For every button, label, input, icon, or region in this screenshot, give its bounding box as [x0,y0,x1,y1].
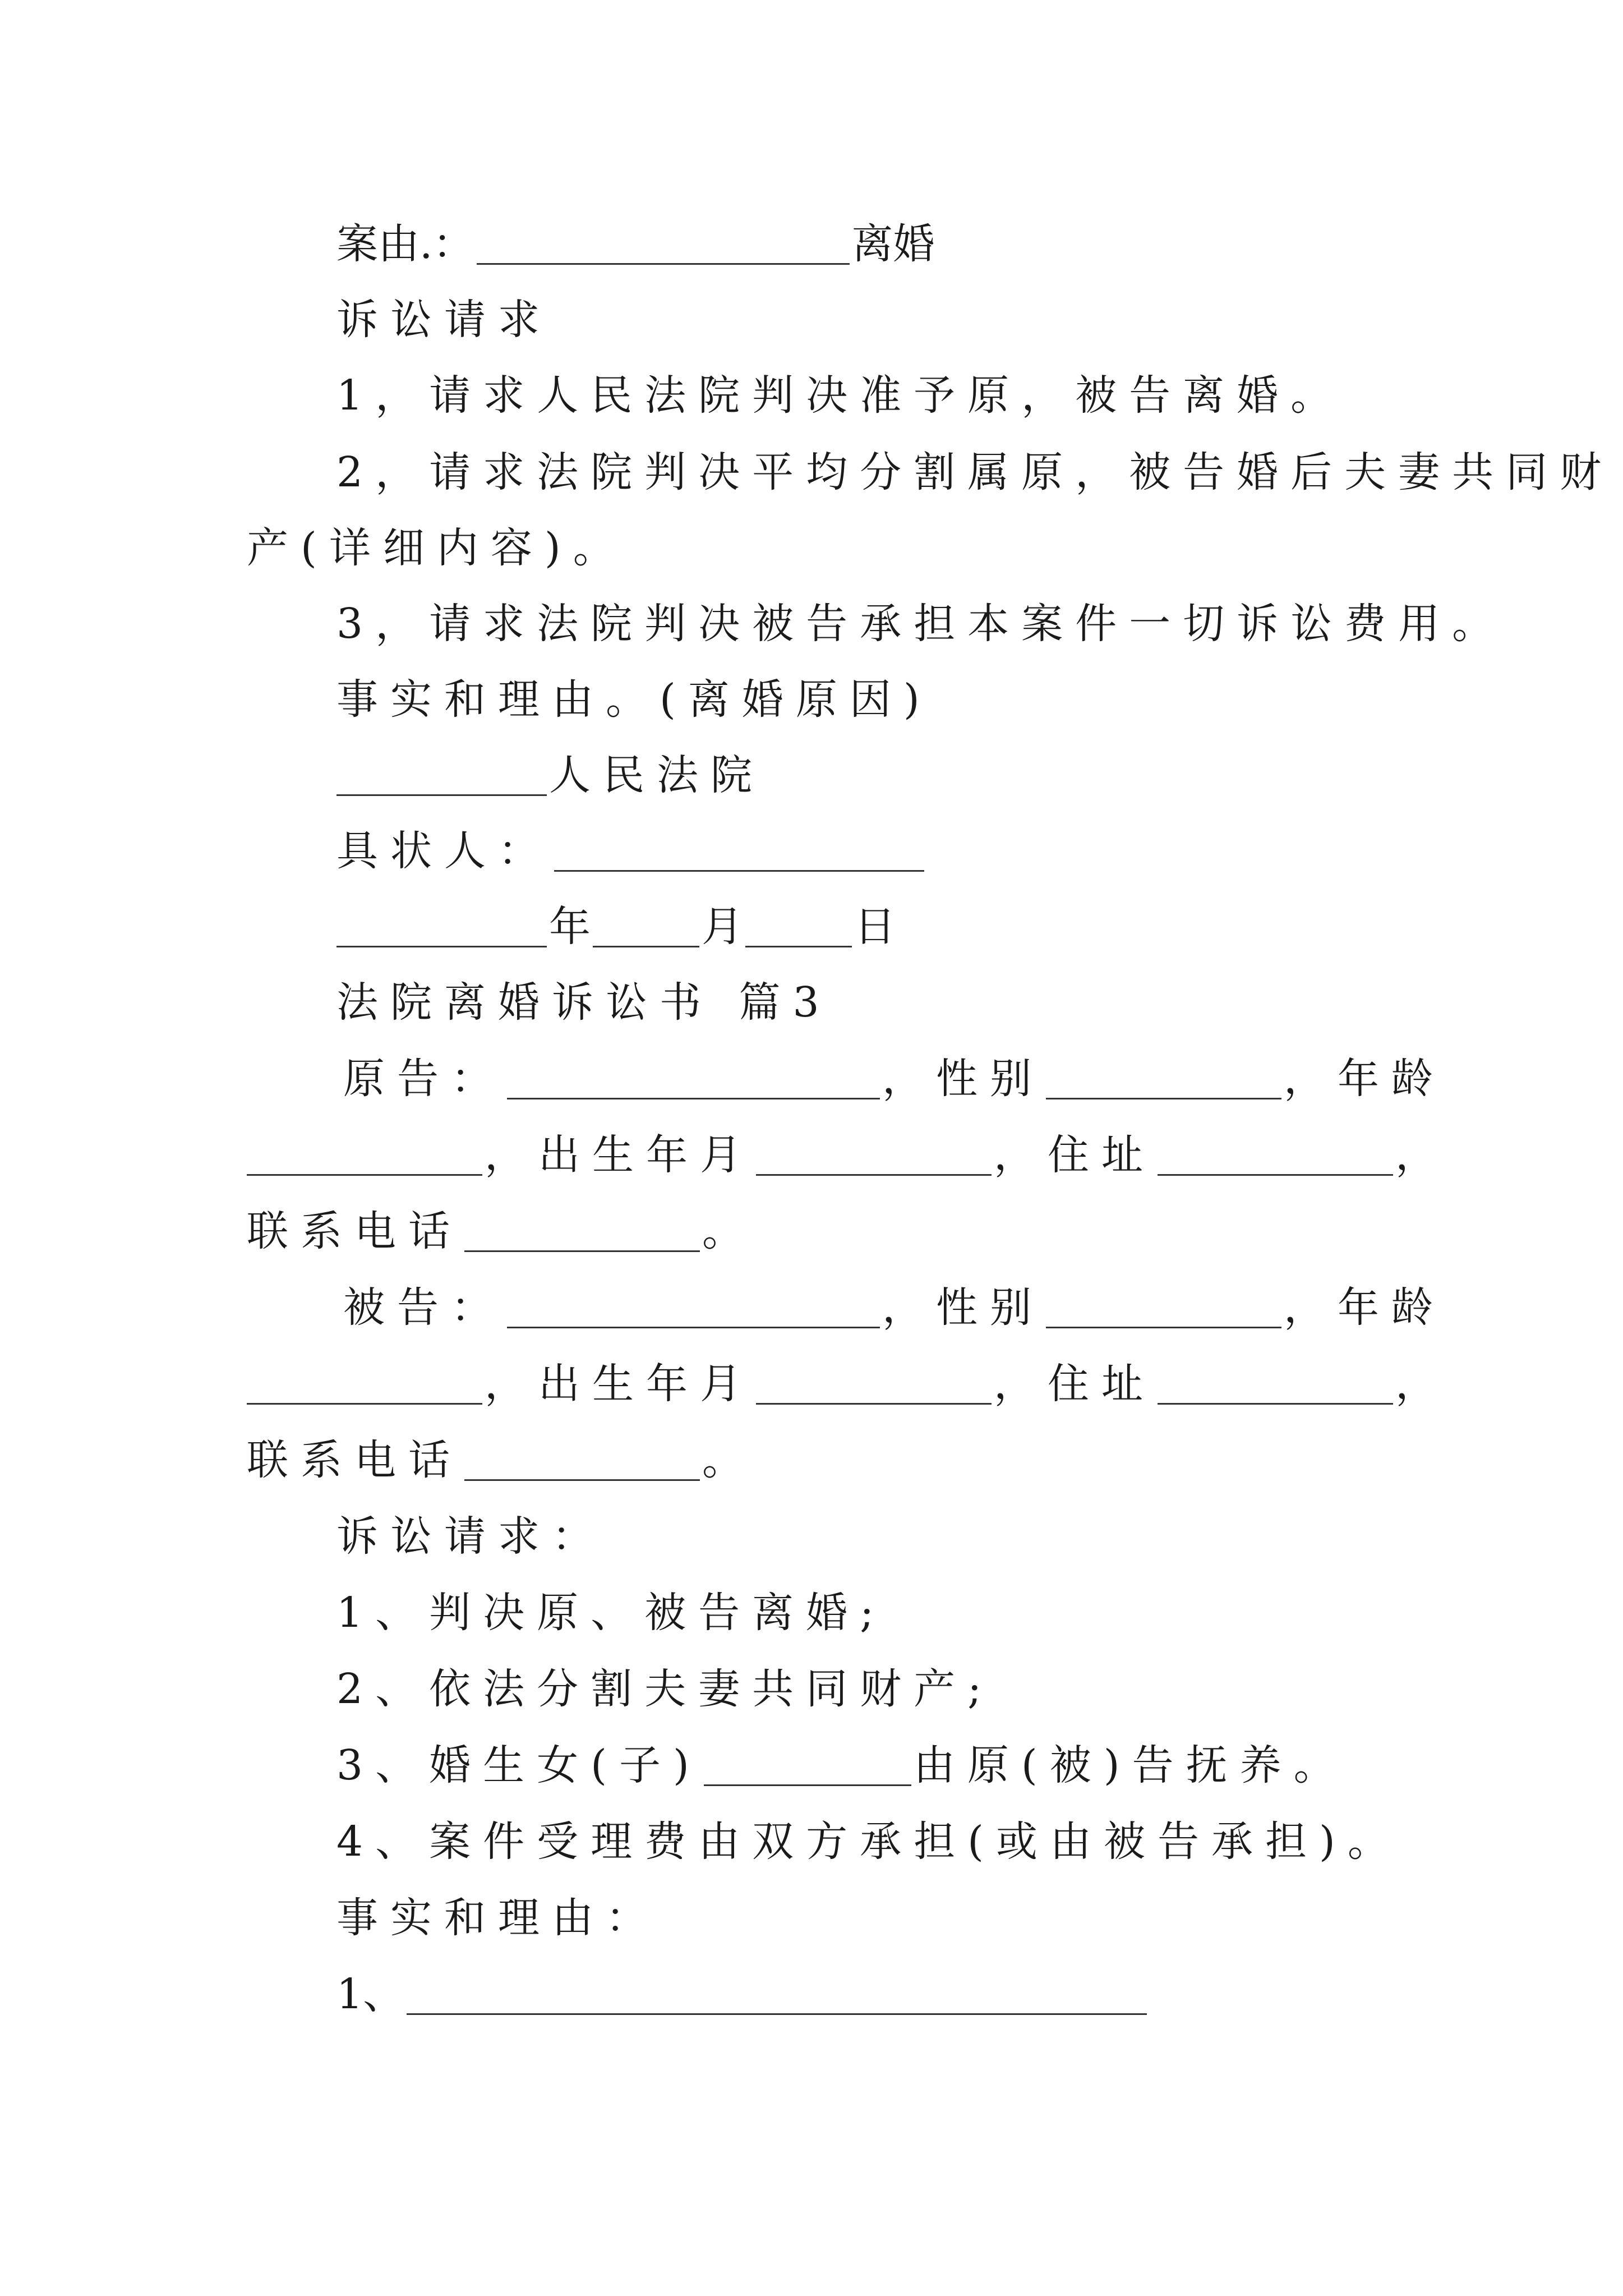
claims2-item-4 [336,1811,1623,1872]
defendant-age-blank[interactable] [247,1363,482,1405]
case-cause-line [336,213,1623,275]
defendant-age-label: ，年龄 [1284,1283,1445,1332]
claim-3-text: 3，请求法院判决被告承担本案件一切诉讼费用。 [336,600,1506,648]
defendant-address-label: ，住址 [994,1360,1155,1408]
plaintiff-address-blank[interactable] [1158,1134,1393,1176]
defendant-comma: ， [1395,1360,1437,1408]
defendant-label: 被告： [343,1283,505,1332]
claims2-item-3-text: 3、婚生女(子) [336,1741,702,1789]
claim-2-cont [247,517,1623,579]
plaintiff-name-blank[interactable] [507,1057,880,1099]
claim-2-text: 2，请求法院判决平均分割属原，被告婚后夫妻共同财 [336,448,1614,496]
plaintiff-line-3 [247,1200,1623,1262]
plaintiff-age-label: ，年龄 [1284,1055,1445,1103]
year-label: 年 [549,903,591,951]
facts2-item-1-blank[interactable] [407,1973,1147,2015]
defendant-name-blank[interactable] [507,1286,880,1328]
plaintiff-gender-blank[interactable] [1046,1057,1281,1099]
plaintiff-birth-blank[interactable] [756,1134,992,1176]
facts-heading [336,669,1623,730]
facts-heading-text: 事实和理由。(离婚原因) [336,675,932,724]
defendant-gender-label: ，性别 [882,1283,1044,1332]
claim-2 [336,441,1623,503]
plaintiff-phone-label: 联系电话 [247,1207,462,1255]
court-label: 人民法院 [549,751,764,799]
signer-label: 具状人： [336,827,552,875]
plaintiff-label: 原告： [343,1055,505,1103]
defendant-period: 。 [702,1436,744,1484]
section-title-text: 法院离婚诉讼书 篇3 [336,978,832,1027]
facts2-item-1 [336,1963,1623,2025]
case-cause-value: 离婚 [851,220,935,268]
facts2-item-1-label: 1、 [336,1970,405,2018]
defendant-birth-blank[interactable] [756,1363,992,1405]
claims-heading-text: 诉讼请求 [336,296,552,344]
custody-blank[interactable] [704,1744,911,1786]
signer-line [336,820,1623,882]
claims-heading [336,289,1623,351]
claim-2-cont-text: 产(详细内容)。 [247,524,627,572]
date-line [336,896,1623,958]
defendant-address-blank[interactable] [1158,1363,1393,1405]
claim-1 [336,365,1623,426]
claims2-heading [336,1506,1623,1567]
claims2-item-2-text: 2、依法分割夫妻共同财产; [336,1665,994,1713]
day-label: 日 [854,903,896,951]
claims2-item-4-text: 4、案件受理费由双方承担(或由被告承担)。 [336,1818,1401,1866]
facts2-heading-text: 事实和理由： [336,1894,660,1942]
claims2-item-1-text: 1、判决原、被告离婚; [336,1589,887,1637]
claims2-item-3-tail: 由原(被)告抚养。 [913,1741,1348,1789]
defendant-phone-label: 联系电话 [247,1436,462,1484]
plaintiff-address-label: ，住址 [994,1131,1155,1179]
claims2-heading-text: 诉讼请求： [336,1512,606,1561]
plaintiff-period: 。 [702,1207,744,1255]
defendant-birth-label: ，出生年月 [485,1360,754,1408]
plaintiff-gender-label: ，性别 [882,1055,1044,1103]
month-label: 月 [702,903,743,951]
court-line [336,744,1623,806]
defendant-phone-blank[interactable] [464,1439,700,1481]
defendant-line-3 [247,1429,1623,1491]
facts2-heading [336,1887,1623,1949]
claims2-item-1 [336,1582,1623,1644]
claims2-item-3 [336,1734,1623,1796]
signer-blank[interactable] [554,830,924,872]
section-title [336,972,1623,1033]
case-cause-label: 案由.： [336,220,474,268]
claim-3 [336,593,1623,655]
claims2-item-2 [336,1658,1623,1720]
year-blank[interactable] [336,905,547,947]
plaintiff-age-blank[interactable] [247,1134,482,1176]
plaintiff-line-1 [343,1048,1623,1110]
plaintiff-line-2 [247,1124,1623,1186]
defendant-line-2 [247,1353,1623,1415]
day-blank[interactable] [745,905,852,947]
defendant-gender-blank[interactable] [1046,1286,1281,1328]
claim-1-text: 1，请求人民法院判决准予原，被告离婚。 [336,371,1345,420]
plaintiff-comma: ， [1395,1131,1437,1179]
defendant-line-1 [343,1277,1623,1338]
court-name-blank[interactable] [336,754,547,796]
month-blank[interactable] [593,905,699,947]
plaintiff-phone-blank[interactable] [464,1210,700,1252]
plaintiff-birth-label: ，出生年月 [485,1131,754,1179]
case-cause-blank[interactable] [477,223,850,265]
